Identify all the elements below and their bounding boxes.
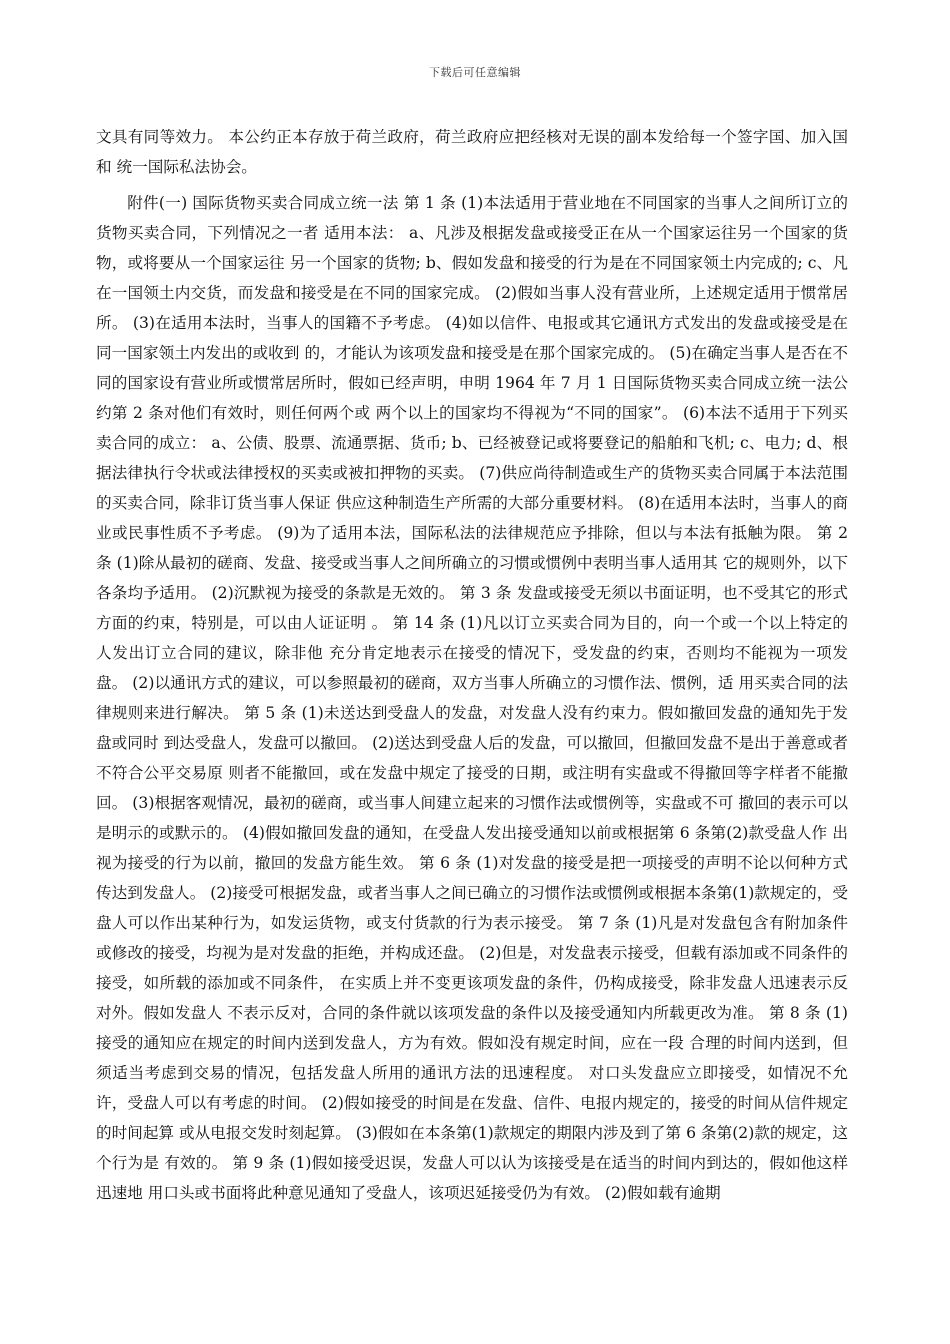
paragraph-1: 文具有同等效力。 本公约正本存放于荷兰政府，荷兰政府应把经核对无误的副本发给每一个签字国、加入国和 统一国际私法协会。 [96,128,848,176]
page-header: 下载后可任意编辑 [429,66,521,79]
paragraph-2: 附件(一) 国际货物买卖合同成立统一法 第 1 条 (1)本法适用于营业地在不同国家的当事人之间所订立的货物买卖合同，下列情况之一者 适用本法： a、凡涉及根据发盘或接受正在从一个国家运往另一个国家的货物，或将要从一个国家运往 另一个国家的货物; b、假如发盘和接受的行为是在不同国家领土内完成的; c、凡在一国领土内交货，而发盘和接受是在不同的国家完成。 (2)假如当事人没有营业所，上述规定适用于惯常居所。 (3)在适用本法时，当事人的国籍不予考虑。 (4)如以信件、电报或其它通讯方式发出的发盘或接受是在同一国家领土内发出的或收到 的，才能认为该项发盘和接受是在那个国家完成的。 (5)在确定当事人是否在不同的国家设有营业所或惯常居所时，假如已经声明，申明 1964 年 7 月 1 日国际货物买卖合同成立统一法公约第 2 条对他们有效时，则任何两个或 两个以上的国家均不得视为“不同的国家”。 (6)本法不适用于下列买卖合同的成立： a、公债、股票、流通票据、货币; b、已经被登记或将要登记的船舶和飞机; c、电力; d、根据法律执行令状或法律授权的买卖或被扣押物的买卖。 (7)供应尚待制造或生产的货物买卖合同属于本法范围的买卖合同，除非订货当事人保证 供应这种制造生产所需的大部分重要材料。 (8)在适用本法时，当事人的商业或民事性质不予考虑。 (9)为了适用本法，国际私法的法律规范应予排除，但以与本法有抵触为限。 第 2 条 (1)除从最初的磋商、发盘、接受或当事人之间所确立的习惯或惯例中表明当事人适用其 它的规则外，以下各条均予适用。 (2)沉默视为接受的条款是无效的。 第 3 条 发盘或接受无须以书面证明，也不受其它的形式方面的约束，特别是，可以由人证证明 。 第 14 条 (1)凡以订立买卖合同为目的，向一个或一个以上特定的人发出订立合同的建议，除非他 充分肯定地表示在接受的情况下，受发盘的约束，否则均不能视为一项发盘。 (2)以通讯方式的建议，可以参照最初的磋商，双方当事人所确立的习惯作法、惯例，适 用买卖合同的法律规则来进行解决。 第 5 条 (1)未送达到受盘人的发盘，对发盘人没有约束力。假如撤回发盘的通知先于发盘或同时 到达受盘人，发盘可以撤回。 (2)送达到受盘人后的发盘，可以撤回，但撤回发盘不是出于善意或者不符合公平交易原 则者不能撤回，或在发盘中规定了接受的日期，或注明有实盘或不得撤回等字样者不能撤回。 (3)根据客观情况，最初的磋商，或当事人间建立起来的习惯作法或惯例等，实盘或不可 撤回的表示可以是明示的或默示的。 (4)假如撤回发盘的通知，在受盘人发出接受通知以前或根据第 6 条第(2)款受盘人作 出视为接受的行为以前，撤回的发盘方能生效。 第 6 条 (1)对发盘的接受是把一项接受的声明不论以何种方式传达到发盘人。 (2)接受可根据发盘，或者当事人之间已确立的习惯作法或惯例或根据本条第(1)款规定的，受盘人可以作出某种行为，如发运货物，或支付货款的行为表示接受。 第 7 条 (1)凡是对发盘包含有附加条件或修改的接受，均视为是对发盘的拒绝，并构成还盘。 (2)但是，对发盘表示接受，但载有添加或不同条件的接受，如所载的添加或不同条件， 在实质上并不变更该项发盘的条件，仍构成接受，除非发盘人迅速表示反对外。假如发盘人 不表示反对，合同的条件就以该项发盘的条件以及接受通知内所载更改为准。 第 8 条 (1)接受的通知应在规定的时间内送到发盘人，方为有效。假如没有规定时间，应在一段 合理的时间内送到，但须适当考虑到交易的情况，包括发盘人所用的通讯方法的迅速程度。 对口头发盘应立即接受，如情况不允许，受盘人可以有考虑的时间。 (2)假如接受的时间是在发盘、信件、电报内规定的，接受的时间从信件规定的时间起算 或从电报交发时刻起算。 (3)假如在本条第(1)款规定的期限内涉及到了第 6 条第(2)款的规定，这个行为是 有效的。 第 9 条 (1)假如接受迟误，发盘人可以认为该接受是在适当的时间内到达的，假如他这样迅速地 用口头或书面将此种意见通知了受盘人，该项迟延接受仍为有效。 (2)假如载有逾期 [96,194,848,1202]
document-body [96,122,848,1208]
